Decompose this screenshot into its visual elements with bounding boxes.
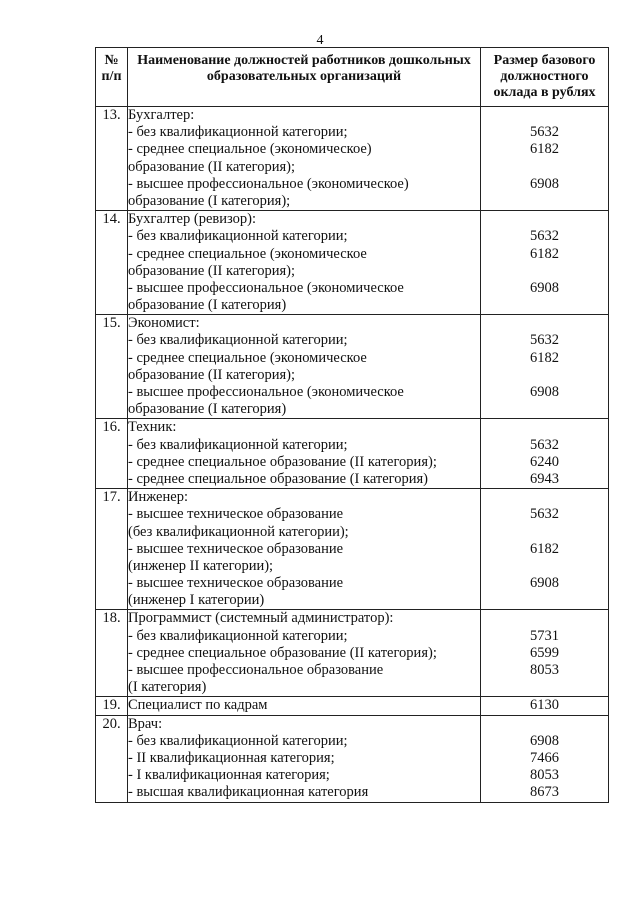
salary-value: 6908 xyxy=(530,279,559,296)
position-line: (без квалификационной категории); xyxy=(128,523,349,540)
position-line: - среднее специальное (экономическое xyxy=(128,349,367,366)
position-line: - без квалификационной категории; xyxy=(128,124,348,141)
position-line: - высшее техническое образование xyxy=(128,506,344,523)
position-line: - среднее специальное образование (II категория); xyxy=(128,644,437,661)
salary-value xyxy=(481,592,608,609)
row-number: 13. xyxy=(96,107,128,211)
position-line: - высшая квалификационная категория xyxy=(128,784,369,801)
salary-cell xyxy=(481,315,609,419)
salary-value: 6943 xyxy=(530,470,559,487)
salary-table xyxy=(95,47,609,803)
position-line: - высшее профессиональное (экономическое xyxy=(128,279,404,296)
salary-value xyxy=(481,610,608,627)
salary-value: 5632 xyxy=(530,506,559,523)
position-line: Техник: xyxy=(128,419,177,436)
header-base-salary: Размер базового должностного оклада в рублях xyxy=(481,48,609,107)
position-line: образование (II категория); xyxy=(128,158,296,175)
salary-value xyxy=(481,679,608,696)
salary-value: 8053 xyxy=(530,662,559,678)
salary-value xyxy=(481,367,608,384)
table-row xyxy=(96,211,609,315)
position-description xyxy=(128,610,481,697)
position-line: - II квалификационная категория; xyxy=(128,749,335,766)
page-number: 4 xyxy=(316,33,324,48)
salary-value xyxy=(481,716,608,733)
salary-value xyxy=(481,263,608,280)
position-line: - без квалификационной категории; xyxy=(128,732,348,749)
salary-value: 8053 xyxy=(530,767,559,784)
salary-value xyxy=(481,489,608,506)
salary-value xyxy=(481,193,608,210)
header-number: № п/п xyxy=(96,48,128,107)
position-line: - среднее специальное образование (II категория); xyxy=(128,453,437,470)
salary-cell xyxy=(481,419,609,489)
salary-value xyxy=(481,315,608,332)
table-row xyxy=(96,489,609,610)
salary-value xyxy=(481,211,608,228)
position-line: - среднее специальное (экономическое xyxy=(128,245,367,262)
position-description xyxy=(128,715,481,802)
row-number: 20. xyxy=(96,715,128,802)
position-line: - без квалификационной категории; xyxy=(128,436,348,453)
row-number: 19. xyxy=(96,697,128,715)
position-line: образование (I категория) xyxy=(128,297,287,314)
salary-value xyxy=(481,297,608,314)
salary-cell xyxy=(481,489,609,610)
position-line: - без квалификационной категории; xyxy=(128,627,348,644)
salary-value: 6599 xyxy=(530,644,559,661)
salary-value: 5632 xyxy=(530,228,559,245)
table-row xyxy=(96,107,609,211)
position-line: - без квалификационной категории; xyxy=(128,332,348,349)
position-line: - высшее техническое образование xyxy=(128,540,344,557)
salary-cell xyxy=(481,715,609,802)
position-line: - высшее техническое образование xyxy=(128,575,344,592)
salary-value xyxy=(481,159,608,176)
salary-cell xyxy=(481,610,609,697)
salary-value: 6908 xyxy=(530,175,559,192)
salary-cell xyxy=(481,697,609,715)
salary-cell xyxy=(481,211,609,315)
position-line: (I категория) xyxy=(128,679,207,696)
salary-value: 6130 xyxy=(530,697,559,714)
position-line: образование (I категория); xyxy=(128,192,291,209)
salary-value xyxy=(481,524,608,541)
table-row xyxy=(96,610,609,697)
position-line: Врач: xyxy=(128,715,163,732)
position-description xyxy=(128,419,481,489)
position-line: образование (II категория); xyxy=(128,262,296,279)
position-description xyxy=(128,697,481,715)
salary-value xyxy=(481,558,608,575)
position-line: - высшее профессиональное (экономическое xyxy=(128,384,404,400)
salary-value: 5731 xyxy=(530,627,559,644)
position-line: Специалист по кадрам xyxy=(128,697,268,714)
salary-value: 5632 xyxy=(530,124,559,141)
row-number: 17. xyxy=(96,489,128,610)
salary-value: 6240 xyxy=(530,453,559,470)
salary-value: 5632 xyxy=(530,332,559,349)
position-line: - среднее специальное образование (I категория) xyxy=(128,470,428,487)
salary-value: 5632 xyxy=(530,436,559,453)
position-line: (инженер I категории) xyxy=(128,592,265,609)
position-description xyxy=(128,211,481,315)
salary-value: 6182 xyxy=(530,141,559,158)
table-row xyxy=(96,715,609,802)
position-description xyxy=(128,107,481,211)
row-number: 14. xyxy=(96,211,128,315)
salary-value xyxy=(481,401,608,418)
salary-cell xyxy=(481,107,609,211)
position-line: - среднее специальное (экономическое) xyxy=(128,141,372,158)
row-number: 16. xyxy=(96,419,128,489)
position-line: - высшее профессиональное образование xyxy=(128,662,384,678)
position-line: - без квалификационной категории; xyxy=(128,228,348,245)
position-line: (инженер II категории); xyxy=(128,557,274,574)
header-position-name: Наименование должностей работников дошкольных образовательных организаций xyxy=(128,48,481,107)
position-line: Бухгалтер: xyxy=(128,107,195,123)
position-line: Экономист: xyxy=(128,315,200,332)
table-row xyxy=(96,315,609,419)
salary-value: 8673 xyxy=(530,784,559,801)
position-line: - I квалификационная категория; xyxy=(128,767,330,784)
position-line: Программист (системный администратор): xyxy=(128,610,394,627)
position-line: Инженер: xyxy=(128,489,188,506)
position-description xyxy=(128,489,481,610)
salary-value: 6908 xyxy=(530,384,559,400)
position-line: - высшее профессиональное (экономическое) xyxy=(128,175,409,192)
position-line: Бухгалтер (ревизор): xyxy=(128,211,256,228)
row-number: 15. xyxy=(96,315,128,419)
salary-value: 6182 xyxy=(530,349,559,366)
salary-value xyxy=(481,419,608,436)
salary-value xyxy=(481,107,608,124)
salary-value: 6908 xyxy=(530,732,559,749)
position-line: образование (II категория); xyxy=(128,366,296,383)
position-line: образование (I категория) xyxy=(128,401,287,418)
salary-value: 6182 xyxy=(530,245,559,262)
salary-value: 6182 xyxy=(530,540,559,557)
table-row xyxy=(96,419,609,489)
salary-value: 7466 xyxy=(530,749,559,766)
table-header-row xyxy=(96,48,609,107)
salary-value: 6908 xyxy=(530,575,559,592)
row-number: 18. xyxy=(96,610,128,697)
position-description xyxy=(128,315,481,419)
table-row xyxy=(96,697,609,715)
